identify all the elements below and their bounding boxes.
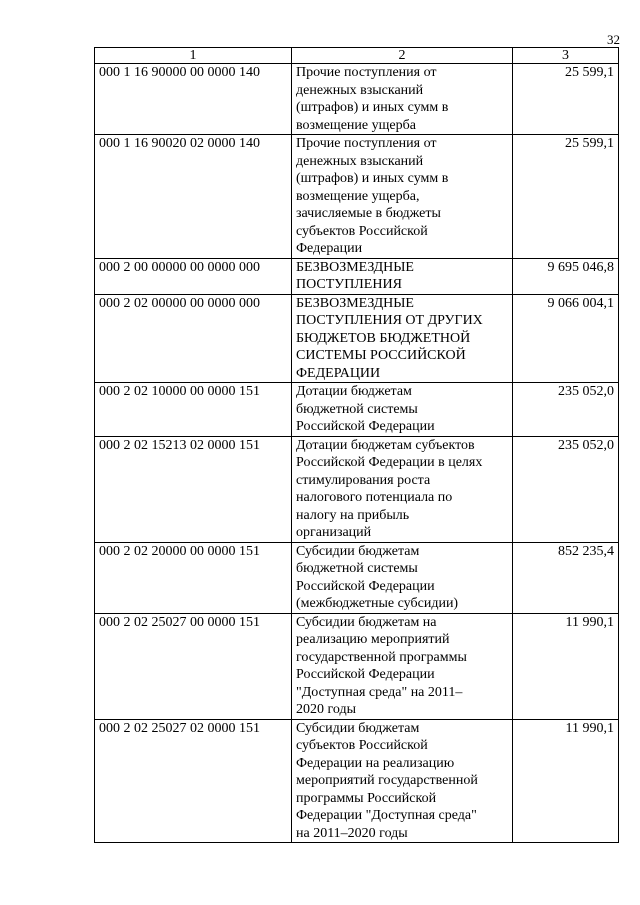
amount-value: 25 599,1 — [513, 64, 619, 135]
budget-code: 000 2 00 00000 00 0000 000 — [95, 258, 292, 294]
revenue-name: БЕЗВОЗМЕЗДНЫЕ ПОСТУПЛЕНИЯ — [292, 258, 513, 294]
table-row — [95, 294, 619, 383]
budget-code: 000 2 02 15213 02 0000 151 — [95, 436, 292, 542]
table-row — [95, 542, 619, 613]
revenue-name: Прочие поступления от денежных взысканий (штрафов) и иных сумм в возмещение ущерба — [292, 64, 513, 135]
table-row — [95, 258, 619, 294]
table-row — [95, 436, 619, 542]
amount-value: 235 052,0 — [513, 436, 619, 542]
budget-code: 000 1 16 90020 02 0000 140 — [95, 135, 292, 259]
amount-value: 9 066 004,1 — [513, 294, 619, 383]
amount-value: 9 695 046,8 — [513, 258, 619, 294]
table-header-row — [95, 48, 619, 64]
revenue-name: Субсидии бюджетам бюджетной системы Российской Федерации (межбюджетные субсидии) — [292, 542, 513, 613]
amount-value: 11 990,1 — [513, 613, 619, 719]
revenue-name: Субсидии бюджетам на реализацию мероприятий государственной программы Российской Федерации "Доступная среда" на 2011– 2020 годы — [292, 613, 513, 719]
page-number: 32 — [607, 32, 620, 47]
table-row — [95, 719, 619, 843]
revenue-name: Субсидии бюджетам субъектов Российской Федерации на реализацию мероприятий государственной программы Российской Федерации "Доступная среда" на 2011–2020 годы — [292, 719, 513, 843]
revenue-name: Дотации бюджетам субъектов Российской Федерации в целях стимулирования роста налогового потенциала по налогу на прибыль организаций — [292, 436, 513, 542]
budget-code: 000 2 02 20000 00 0000 151 — [95, 542, 292, 613]
amount-value: 25 599,1 — [513, 135, 619, 259]
budget-code: 000 1 16 90000 00 0000 140 — [95, 64, 292, 135]
budget-code: 000 2 02 00000 00 0000 000 — [95, 294, 292, 383]
budget-code: 000 2 02 10000 00 0000 151 — [95, 383, 292, 437]
budget-revenue-table — [94, 47, 619, 843]
amount-value: 235 052,0 — [513, 383, 619, 437]
amount-value: 11 990,1 — [513, 719, 619, 843]
column-header-amount: 3 — [513, 48, 619, 64]
revenue-name: Прочие поступления от денежных взысканий (штрафов) и иных сумм в возмещение ущерба, зачисляемые в бюджеты субъектов Российской Федерации — [292, 135, 513, 259]
table-row — [95, 613, 619, 719]
table-row — [95, 64, 619, 135]
revenue-name: БЕЗВОЗМЕЗДНЫЕ ПОСТУПЛЕНИЯ ОТ ДРУГИХ БЮДЖЕТОВ БЮДЖЕТНОЙ СИСТЕМЫ РОССИЙСКОЙ ФЕДЕРАЦИИ — [292, 294, 513, 383]
budget-code: 000 2 02 25027 02 0000 151 — [95, 719, 292, 843]
revenue-name: Дотации бюджетам бюджетной системы Российской Федерации — [292, 383, 513, 437]
column-header-name: 2 — [292, 48, 513, 64]
table-row — [95, 383, 619, 437]
budget-code: 000 2 02 25027 00 0000 151 — [95, 613, 292, 719]
amount-value: 852 235,4 — [513, 542, 619, 613]
column-header-code: 1 — [95, 48, 292, 64]
table-row — [95, 135, 619, 259]
